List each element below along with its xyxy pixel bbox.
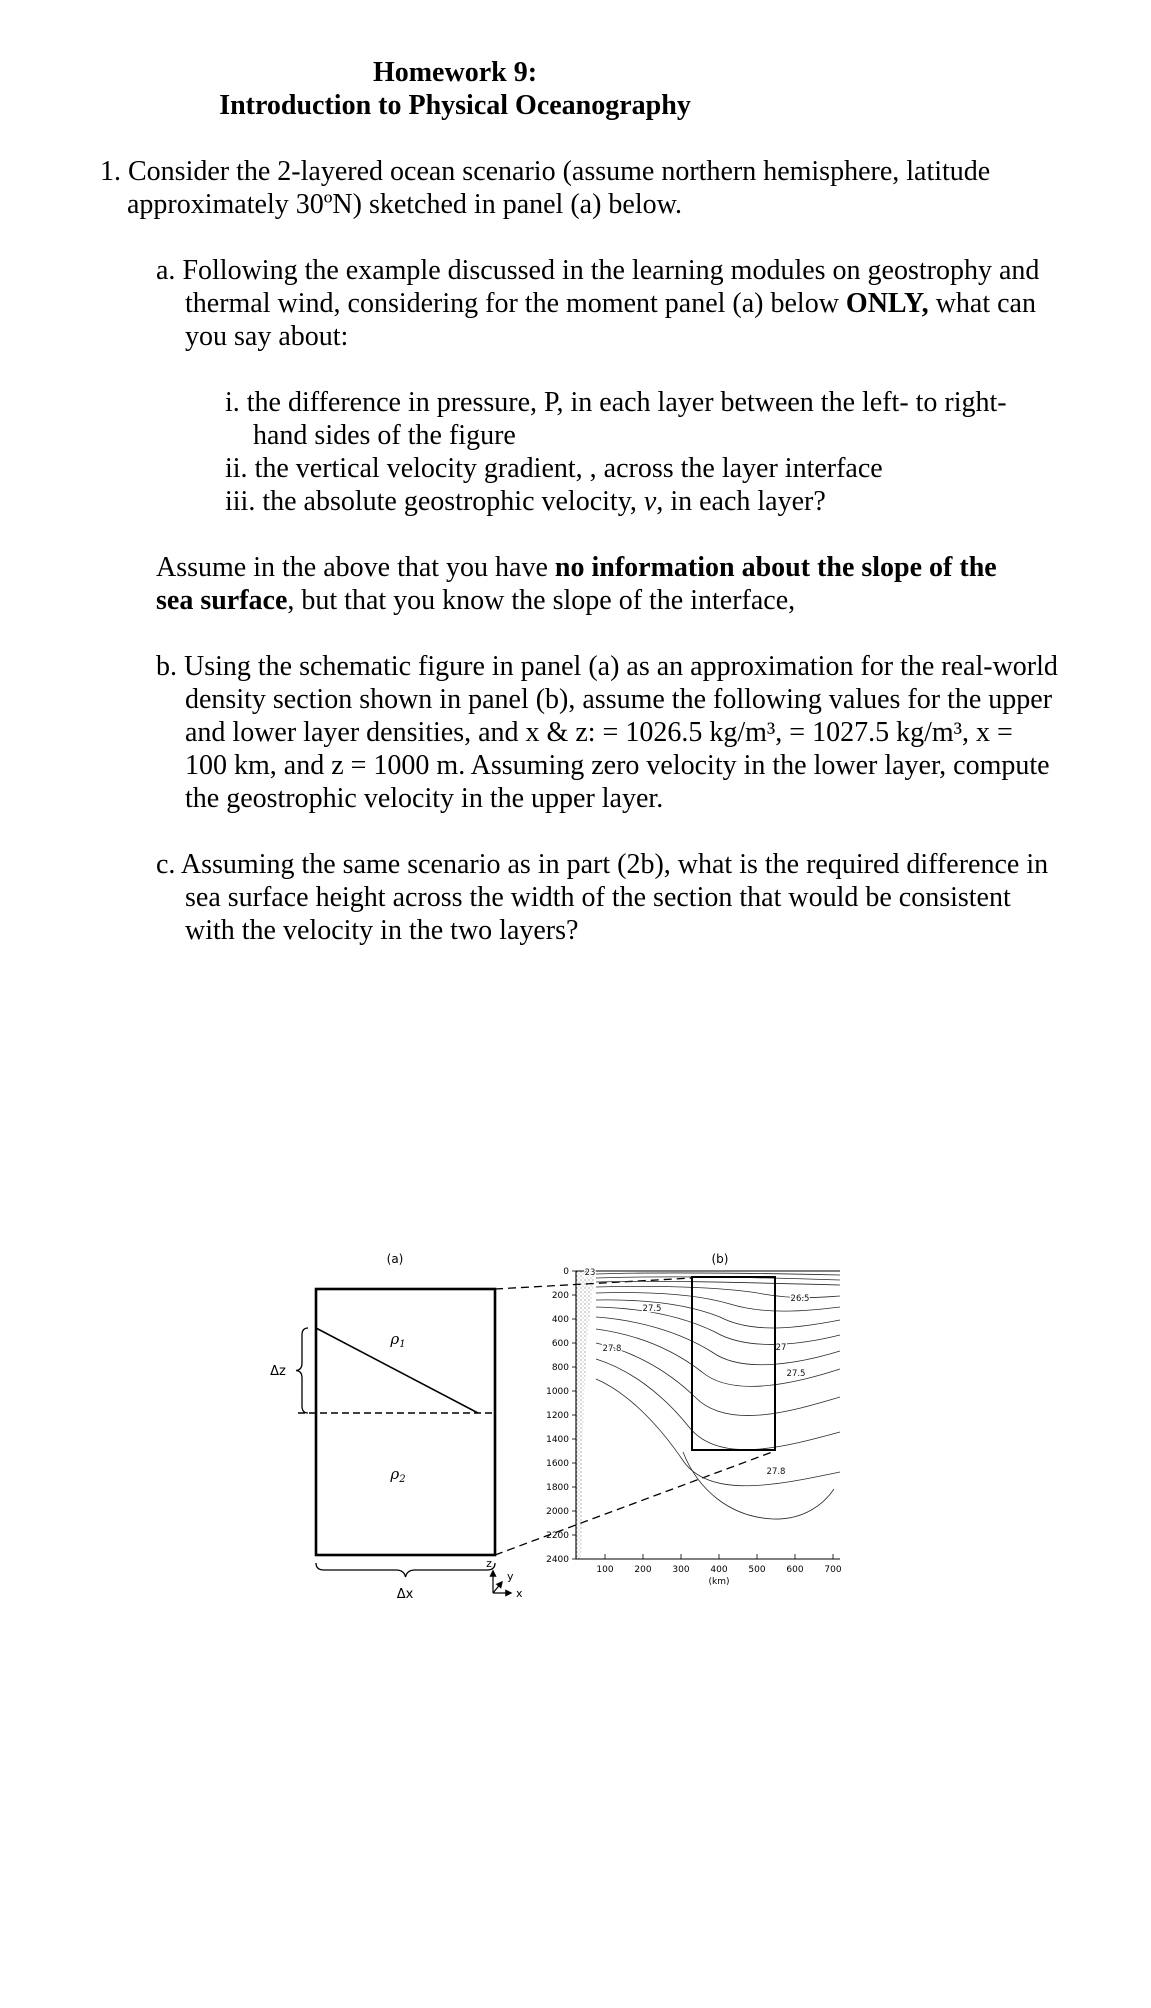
contour-label: 27.5 bbox=[786, 1369, 806, 1379]
contour-label: 27.8 bbox=[602, 1344, 622, 1354]
depth-tick-label: 400 bbox=[551, 1315, 569, 1325]
depth-tick-label: 2200 bbox=[546, 1531, 569, 1541]
axis-z-label: z bbox=[486, 1557, 492, 1570]
panel-b-axes bbox=[576, 1271, 840, 1559]
km-tick-label: 700 bbox=[824, 1565, 842, 1575]
two-layer-box bbox=[316, 1289, 495, 1555]
homework-document bbox=[0, 56, 1151, 1635]
depth-tick-label: 200 bbox=[551, 1291, 569, 1301]
assume-text-2: , but that you know the slope of the interface, bbox=[287, 585, 796, 616]
contour-line bbox=[596, 1300, 840, 1328]
km-tick-label: 300 bbox=[672, 1565, 690, 1575]
rho1-label: $\rho_1$ bbox=[390, 1330, 406, 1350]
velocity-symbol: v bbox=[643, 486, 657, 517]
km-tick-label: 100 bbox=[596, 1565, 614, 1575]
item-a-label: a. bbox=[156, 255, 176, 286]
depth-tick-label: 600 bbox=[551, 1339, 569, 1349]
km-tick-label: 500 bbox=[748, 1565, 766, 1575]
contour-line bbox=[596, 1317, 840, 1365]
km-tick-label: 600 bbox=[786, 1565, 804, 1575]
depth-tick-label: 1400 bbox=[546, 1435, 569, 1445]
item-c-label: c. bbox=[156, 849, 176, 880]
km-tick-labels bbox=[596, 1565, 841, 1575]
contour-label: 26.5 bbox=[790, 1294, 810, 1304]
document-title bbox=[0, 56, 910, 122]
delta-x-brace bbox=[316, 1563, 495, 1577]
item-a-ii-label: ii. bbox=[225, 453, 248, 484]
depth-tick-labels bbox=[546, 1267, 569, 1565]
assume-text-1: Assume in the above that you have bbox=[156, 552, 555, 583]
roman-sublist bbox=[225, 386, 1020, 518]
item-a-bold-emphasis: ONLY, bbox=[845, 288, 929, 319]
depth-tick-label: 800 bbox=[551, 1363, 569, 1373]
panel-a-label: (a) bbox=[386, 1252, 404, 1266]
depth-tick-label: 2000 bbox=[546, 1507, 569, 1517]
title-line-1: Homework 9: bbox=[372, 57, 538, 88]
zoom-connector-bottom bbox=[495, 1451, 775, 1555]
item-a-i-label: i. bbox=[225, 387, 240, 418]
item-a-ii bbox=[225, 452, 1020, 485]
highlight-rectangle bbox=[692, 1277, 775, 1450]
item-a-iii-text-2: , in each layer? bbox=[656, 486, 826, 517]
continental-slope-stipple bbox=[576, 1271, 595, 1559]
depth-axis-ticks bbox=[572, 1271, 576, 1559]
item-a-ii-text: the vertical velocity gradient, , across the layer interface bbox=[254, 453, 883, 484]
contour-label: 27.5 bbox=[642, 1304, 662, 1314]
delta-x-label: Δx bbox=[396, 1587, 414, 1602]
item-b-label: b. bbox=[156, 651, 177, 682]
question-1-number: 1. bbox=[100, 156, 121, 187]
contour-label: 27.8 bbox=[766, 1467, 786, 1477]
depth-tick-label: 1000 bbox=[546, 1387, 569, 1397]
item-c bbox=[156, 848, 1059, 947]
km-tick-label: 200 bbox=[634, 1565, 652, 1575]
item-b-text: Using the schematic figure in panel (a) as an approximation for the real-world density section shown in panel (b), assume the following values for the upper and lower layer densities, and x & z: = 1026.5 kg/m³, = 1027.5 kg/m³, x = 100 km, and z = 1000 m. Assuming zero velocity in the lower layer, compute the geostrophic velocity in the upper layer. bbox=[184, 651, 1058, 814]
item-a-text-2: what can you say about: bbox=[185, 288, 1036, 352]
depth-tick-label: 1600 bbox=[546, 1459, 569, 1469]
panel-b-label: (b) bbox=[711, 1252, 729, 1266]
delta-z-brace bbox=[296, 1328, 308, 1413]
assume-paragraph bbox=[156, 551, 1024, 617]
depth-tick-label: 1200 bbox=[546, 1411, 569, 1421]
item-c-text: Assuming the same scenario as in part (2b), what is the required difference in sea surface height across the width of the section that would be consistent with the velocity in the two layers? bbox=[180, 849, 1049, 946]
assume-bold-emphasis: no information about the slope of the sea surface bbox=[156, 552, 997, 616]
title-line-2: Introduction to Physical Oceanography bbox=[219, 90, 691, 121]
item-a bbox=[156, 254, 1059, 353]
rho2-label: $\rho_2$ bbox=[390, 1465, 406, 1485]
item-a-i bbox=[225, 386, 1020, 452]
delta-z-label: Δz bbox=[270, 1364, 286, 1379]
km-tick-label: 400 bbox=[710, 1565, 728, 1575]
depth-tick-label: 0 bbox=[563, 1267, 569, 1277]
item-a-text-1: Following the example discussed in the learning modules on geostrophy and thermal wind, considering for the moment panel (a) below bbox=[182, 255, 1040, 319]
item-b bbox=[156, 650, 1059, 815]
axis-y-label: y bbox=[507, 1570, 514, 1583]
item-a-iii bbox=[225, 485, 1020, 518]
item-a-iii-text-1: the absolute geostrophic velocity, bbox=[262, 486, 644, 517]
km-axis-ticks bbox=[605, 1554, 833, 1559]
depth-tick-label: 2400 bbox=[546, 1555, 569, 1565]
density-contours bbox=[596, 1273, 840, 1519]
item-a-i-text: the difference in pressure, P, in each layer between the left- to right-hand sides of the figure bbox=[246, 387, 1007, 451]
contour-line bbox=[596, 1273, 840, 1275]
depth-tick-label: 1800 bbox=[546, 1483, 569, 1493]
figure bbox=[228, 1247, 868, 1635]
question-1-text: Consider the 2-layered ocean scenario (assume northern hemisphere, latitude approximately 30ºN) sketched in panel (a) below. bbox=[127, 156, 991, 220]
contour-label: 23 bbox=[584, 1268, 596, 1278]
axis-x-label: x bbox=[516, 1587, 523, 1600]
item-a-iii-label: iii. bbox=[225, 486, 256, 517]
contour-label: 27 bbox=[775, 1343, 787, 1353]
x-axis-unit-label: (km) bbox=[708, 1577, 730, 1587]
question-1 bbox=[100, 155, 1057, 221]
contour-line bbox=[596, 1379, 840, 1486]
figure-svg bbox=[228, 1247, 868, 1627]
